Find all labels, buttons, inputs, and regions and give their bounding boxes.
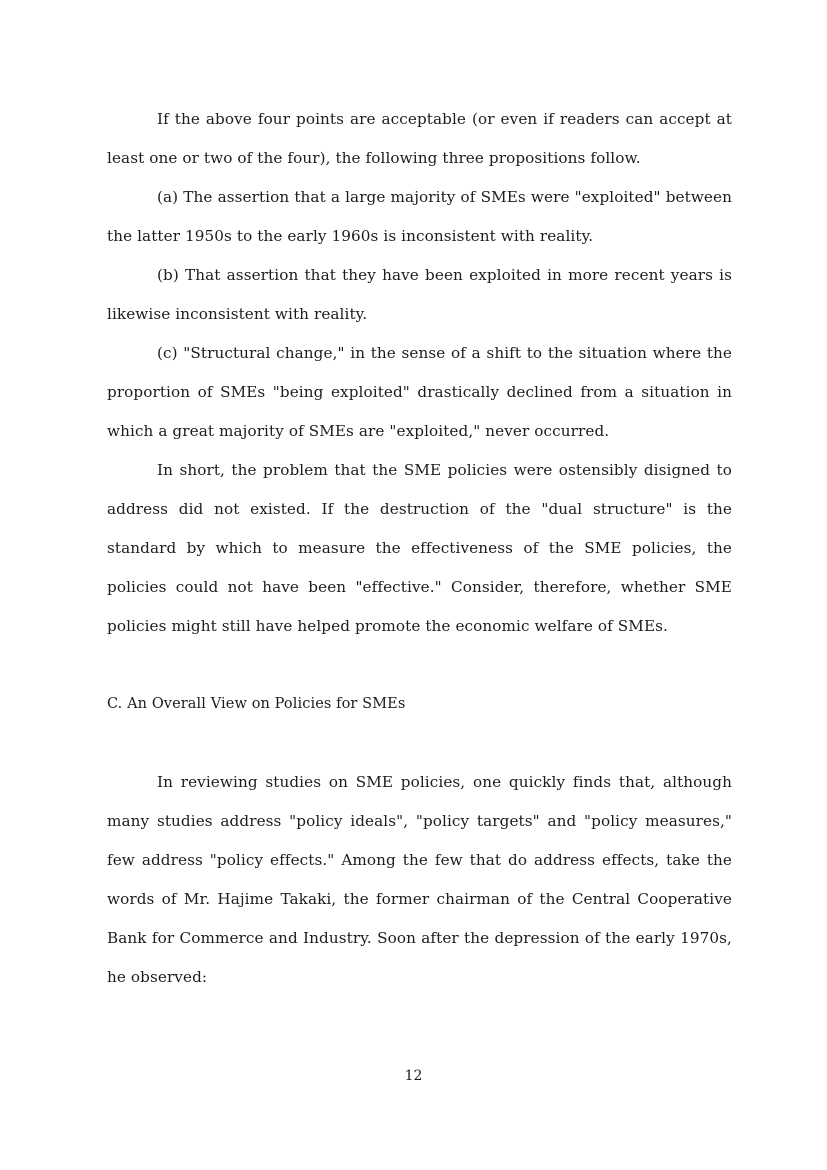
proposition-a-paragraph: (a) The assertion that a large majority of SMEs were "exploited" between the latter 1950s to the early 1960s is inconsistent with reality. <box>107 188 732 245</box>
proposition-b-paragraph: (b) That assertion that they have been exploited in more recent years is likewise inconsistent with reality. <box>107 266 732 323</box>
summary-paragraph: In short, the problem that the SME policies were ostensibly disigned to address did not existed. If the destruction of the "dual structure" is the standard by which to measure the effectiveness of the SME policies, the policies could not have been "effective." Consider, therefore, whether SME policies might still have helped promote the economic welfare of SMEs. <box>107 461 732 635</box>
proposition-c-paragraph: (c) "Structural change," in the sense of a shift to the situation where the proportion of SMEs "being exploited" drastically declined from a situation in which a great majority of SMEs are "exploited," never occurred. <box>107 344 732 440</box>
intro-paragraph: If the above four points are acceptable (or even if readers can accept at least one or two of the four), the following three propositions follow. <box>107 110 732 167</box>
review-paragraph: In reviewing studies on SME policies, one quickly finds that, although many studies address "policy ideals", "policy targets" and "policy measures," few address "policy effects." Among the few that do address effects, take the words of Mr. Hajime Takaki, the former chairman of the Central Cooperative Bank for Commerce and Industry. Soon after the depression of the early 1970s, he observed: <box>107 773 732 986</box>
section-heading: C. An Overall View on Policies for SMEs <box>107 696 406 712</box>
page-number: 12 <box>404 1068 423 1084</box>
